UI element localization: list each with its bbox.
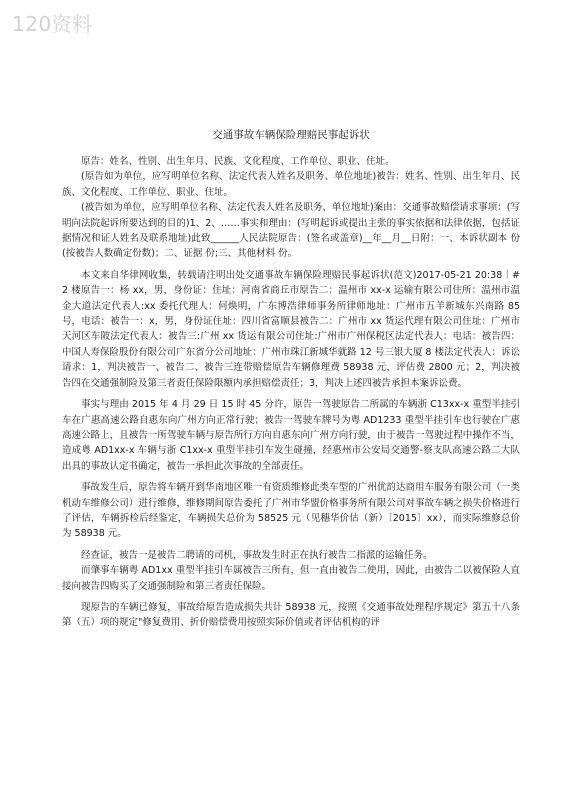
document-title: 交通事故车辆保险理赔民事起诉状 bbox=[212, 129, 370, 141]
paragraph-parties-claims: 本文来自华律网收集，转载请注明出处交通事故车辆保险理赔民事起诉状(范文)2017-05-21 20:38｜#2 楼原告一：杨 xx，男，身份证：住址：河南省商丘市原告二：温州市 xx-x 运输有限公司住所：温州市温金大道法定代表人:xx 委托代理人：何焕明，广东博浩律师事务所律师地址：广州市五羊新城东兴南路 85 号，电话：被告一：x，男，身份证住址：四川省富顺县被告二：广州市 xx 货运代理有限公司住址：广州市天河区车陂法定代表人：被告三:广州 xx 货运有限公司住址:广州市广州保税区法定代表人：电话：被告四：中国人寿保险股份有限公司广东省分公司地址：广州市珠江新城华就路 12 号三银大厦 8 楼法定代表人：诉讼请求：1，判决被告一、被告二、被告三连带赔偿原告车辆修理费 58938 元，评估费 2800 元；2，判决被告四在交通强制险及第三者责任保险限额内承担赔偿责任；3，判决上述四被告承担本案诉讼费。 bbox=[62, 269, 520, 389]
document-body bbox=[62, 128, 520, 637]
paragraph-defendant: (原告如为单位，应写明单位名称、法定代表人姓名及职务、单位地址)被告：姓名、性别、出生年月、民族、文化程度、工作单位、职业、住址。 bbox=[62, 171, 520, 198]
paragraph-damages: 现原告的车辆已修复，事故给原告造成损失共计 58938 元，按照《交通事故处理程序规定》第五十八条第（五）项的规定"修复费用、折价赔偿费用按照实际价值或者评估机构的评 bbox=[62, 601, 520, 629]
paragraph-driver: 经查证，被告一是被告二聘请的司机，事故发生时正在执行被告二指派的运输任务。 bbox=[81, 549, 433, 561]
watermark-logo: 120资料 bbox=[12, 12, 93, 36]
paragraph-repair: 事故发生后，原告将车辆开到华南地区唯一有资质维修此类车型的广州优䪨达商用车服务有限公司（一类机动车维修公司）进行维修，维修期间原告委托了广州市华盟价格事务所有限公司对事故车辆之损失价格进行了评估，车辆拆检后经鉴定，车辆损失总价为 58525 元（见穗华价估（新）〔2015〕xx），而实际维修总价为 58938 元。 bbox=[62, 482, 520, 540]
paragraph-template: (被告如为单位，应写明单位名称、法定代表人姓名及职务、单位地址)案由：交通事故赔偿请求事项：(写明向法院起诉所要达到的目的)1、2、……事实和理由：(写明起诉或提出主张的事实依据和法律依据，包括证据情况和证人姓名及联系地址)此致______人民法院原告：(签名或盖章)__年__月__日附：一、本诉状副本 份(按被告人数确定份数)；二、证据 份;三、其他材料 份。 bbox=[62, 202, 520, 260]
paragraph-facts: 事实与理由 2015 年 4 月 29 日 15 时 45 分许，原告一驾驶原告二所属的车辆浙 C13xx-x 重型半挂引车在广惠高速公路自惠东向广州方向正常行驶；被告一驾驶车牌号为粤 AD1233 重型半挂引车也行驶在广惠高速公路上，且被告一所驾驶车辆与原告所行方向自惠东向广州方向行驶，由于被告一驾驶过程中操作不当，造成粤 AD1xx-x 车辆与浙 C1xx-x 重型半挂引车发生碰撞，经惠州市公安局交通警-察支队高速公路二大队出具的事故认定书确定，被告一承担此次事故的全部责任。 bbox=[62, 399, 520, 472]
paragraph-plaintiff: 原告：姓名、性别、出生年月、民族、文化程度、工作单位、职业、住址。 bbox=[81, 156, 395, 167]
paragraph-insurance: 而肇事车辆粤 AD1xx 重型半挂引车属被告三所有，但一直由被告二使用，因此，由被告二以被保险人直接向被告四购买了交通强制险和第三者责任保险。 bbox=[62, 565, 520, 592]
